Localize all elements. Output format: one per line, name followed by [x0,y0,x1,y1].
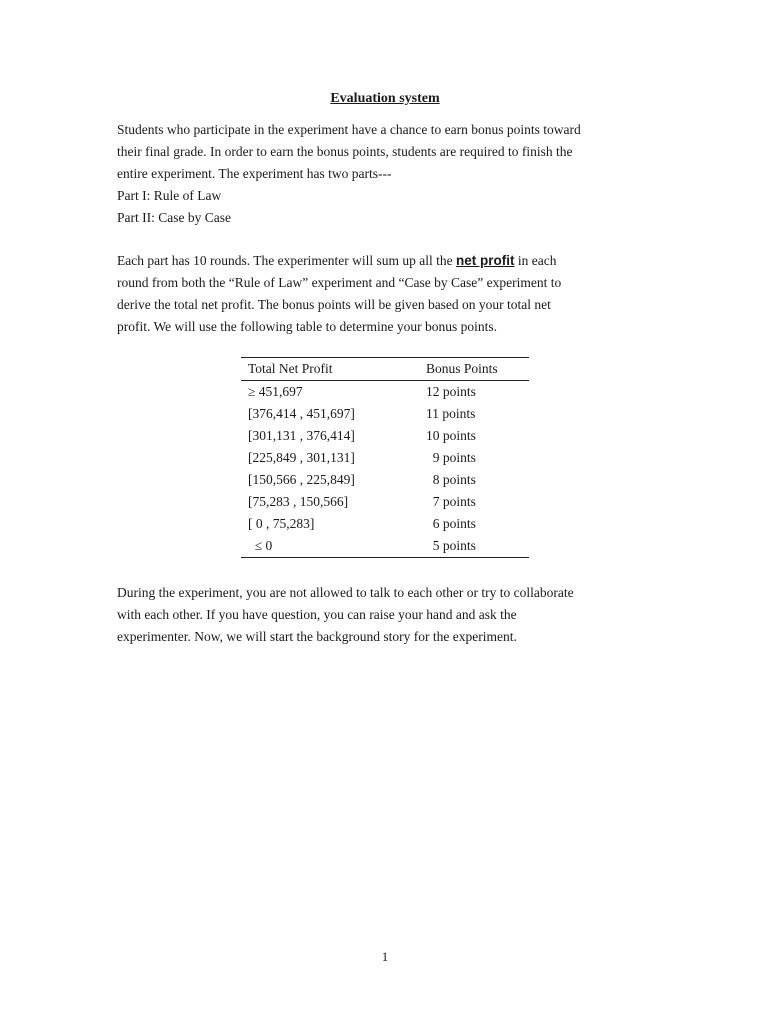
bonus-points-cell: 10 points [426,428,476,443]
rounds-line: derive the total net profit. The bonus points will be given based on your total net [117,297,551,312]
rules-paragraph [117,582,657,648]
intro-line: their final grade. In order to earn the bonus points, students are required to finish the [117,144,573,159]
bonus-points-cell: 11 points [426,406,476,421]
bonus-points-cell: 9 points [426,450,476,465]
page-number: 1 [381,949,389,964]
rounds-line-end: in each [514,253,557,268]
rules-line: with each other. If you have question, you can raise your hand and ask the [117,607,517,622]
intro-line: Students who participate in the experiment have a chance to earn bonus points toward [117,122,581,137]
part-two-line: Part II: Case by Case [117,210,231,225]
part-one-line: Part I: Rule of Law [117,188,222,203]
page-title: Evaluation system [330,91,440,106]
rounds-line [117,250,657,272]
profit-range-cell: [150,566 , 225,849] [248,472,355,487]
profit-range-cell: ≤ 0 [248,538,273,553]
rules-line: During the experiment, you are not allowed to talk to each other or try to collaborate [117,585,574,600]
rounds-paragraph [117,250,657,338]
table-row [241,535,529,557]
bonus-points-cell: 8 points [426,472,476,487]
net-profit-emphasis: net profit [456,253,515,268]
table-row [241,447,529,469]
profit-range-cell: [301,131 , 376,414] [248,428,355,443]
table-row [241,469,529,491]
header-total-net-profit: Total Net Profit [248,361,333,376]
rounds-line: round from both the “Rule of Law” experiment and “Case by Case” experiment to [117,275,562,290]
bonus-points-cell: 6 points [426,516,476,531]
rounds-line-start: Each part has 10 rounds. The experimenter will sum up all the [117,253,457,268]
header-bonus-points: Bonus Points [426,361,498,376]
table-header-row [241,358,529,381]
bonus-points-cell: 5 points [426,538,476,553]
profit-range-cell: [225,849 , 301,131] [248,450,355,465]
table-row [241,425,529,447]
table-row [241,491,529,513]
rounds-line: profit. We will use the following table to determine your bonus points. [117,319,497,334]
rules-line: experimenter. Now, we will start the background story for the experiment. [117,629,517,644]
profit-range-cell: [376,414 , 451,697] [248,406,355,421]
bonus-points-table [241,357,529,558]
bonus-points-cell: 7 points [426,494,476,509]
profit-range-cell: [ 0 , 75,283] [248,516,315,531]
bonus-points-cell: 12 points [426,384,476,399]
intro-paragraph [117,119,657,229]
intro-line: entire experiment. The experiment has two parts--- [117,166,392,181]
table-row [241,403,529,425]
profit-range-cell: ≥ 451,697 [248,384,303,399]
profit-range-cell: [75,283 , 150,566] [248,494,349,509]
table-row [241,381,529,403]
table-row [241,513,529,535]
